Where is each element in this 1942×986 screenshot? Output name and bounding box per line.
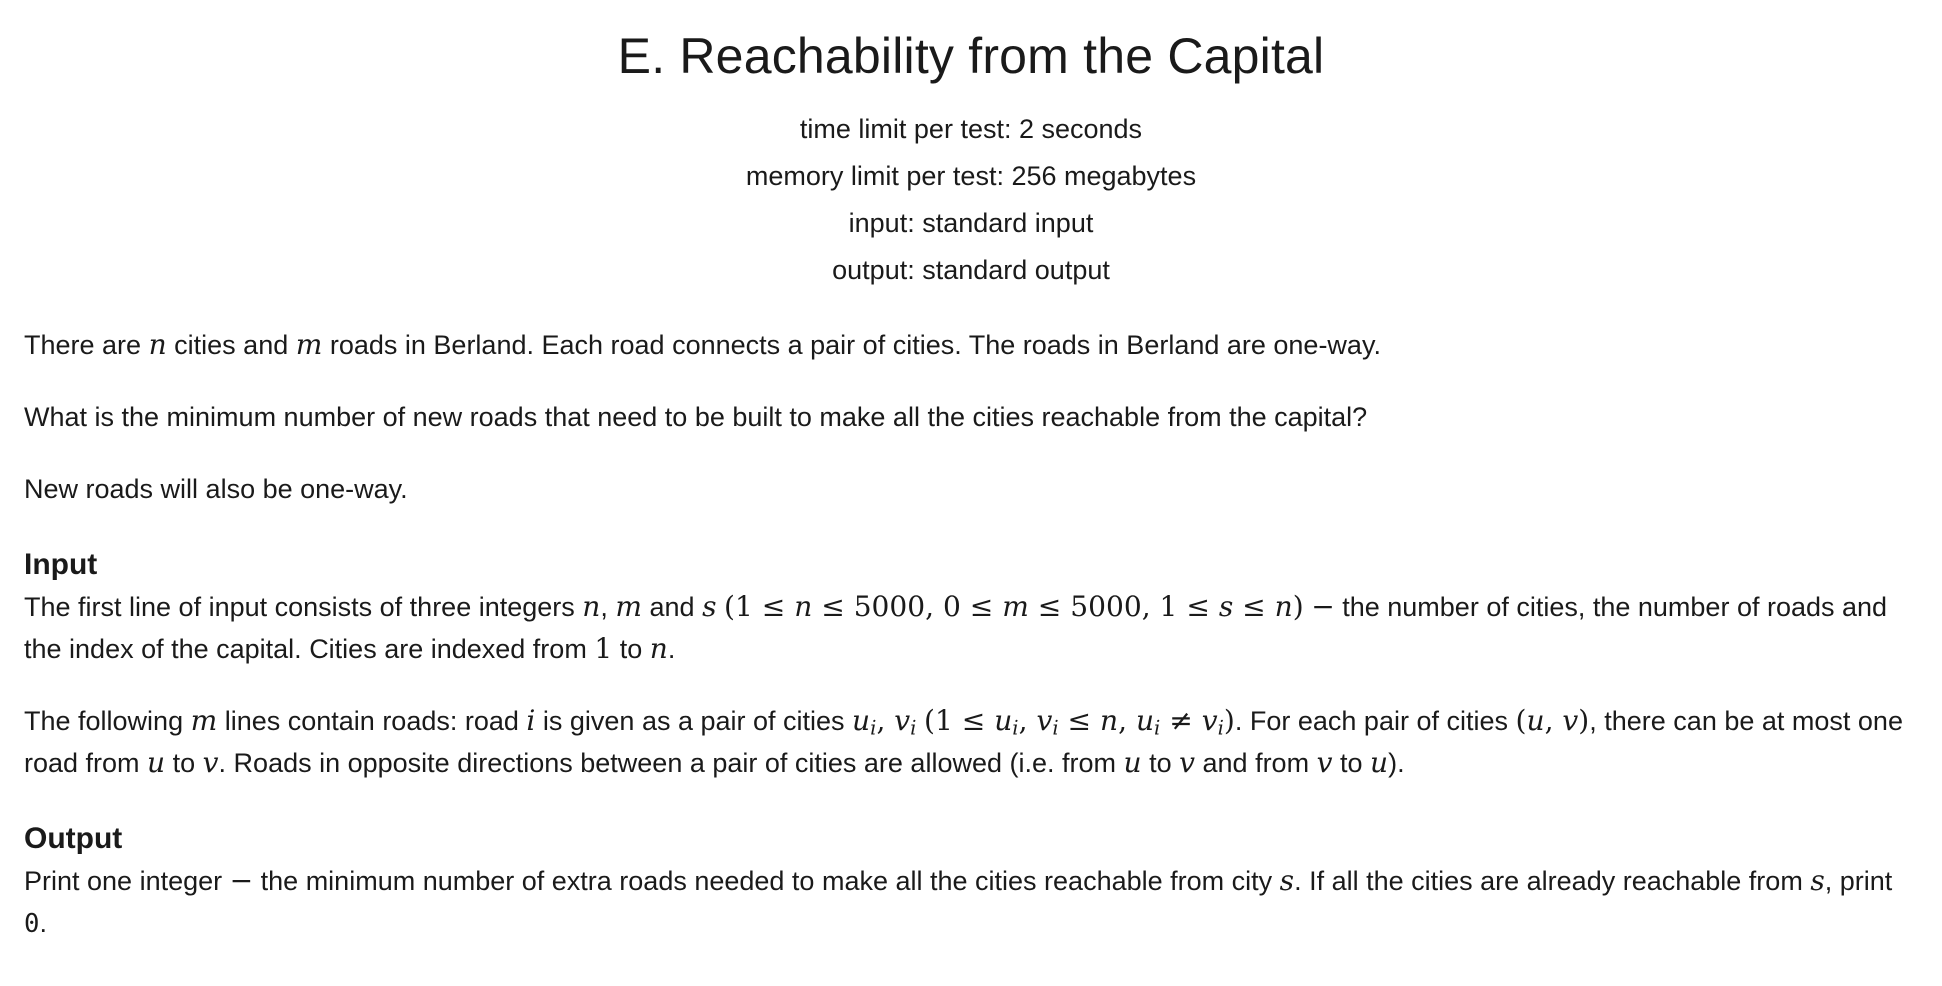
text-segment: cities and [166, 330, 296, 360]
math-segment: , [1018, 704, 1037, 737]
text-segment: , print [1824, 866, 1893, 896]
output-heading: Output [24, 822, 123, 855]
input-spec: input: standard input [848, 208, 1094, 238]
text-segment: the number of cities, the number of roads and the index of the capital. Cities are indexed from [24, 592, 1888, 664]
math-segment: n [1274, 590, 1293, 623]
math-segment: (1 ≤ [724, 590, 795, 623]
math-segment: ) [1223, 704, 1235, 737]
math-segment: ≤ [1233, 590, 1275, 623]
text-segment: . For each pair of cities [1234, 706, 1516, 736]
math-segment: n [582, 590, 601, 623]
text-segment: ). [1388, 748, 1405, 778]
text-segment: . If all the cities are already reachable from [1294, 866, 1811, 896]
text-segment: to [165, 748, 203, 778]
math-segment: 1 [594, 632, 613, 665]
text-segment: , there can be at most one road from [24, 706, 1903, 778]
text-segment: There are [24, 330, 149, 360]
math-segment: $u_i$ [852, 704, 877, 740]
text-segment: the minimum number of extra roads needed to make all the cities reachable from city [253, 866, 1280, 896]
math-segment: $v_i$ [894, 704, 917, 740]
math-segment: s [1218, 590, 1234, 623]
math-segment: − [229, 864, 254, 897]
math-segment: $v_i$ [1201, 704, 1224, 740]
math-segment: u [1526, 704, 1545, 737]
math-segment: s [1279, 864, 1295, 897]
math-segment: n [649, 632, 668, 665]
math-segment: m [615, 590, 643, 623]
text-segment: What is the minimum number of new roads that need to be built to make all the cities reachable from the capital? [24, 402, 1368, 432]
math-segment: m [1002, 590, 1029, 623]
math-segment: (1 ≤ [923, 704, 995, 737]
math-segment: ) [1292, 590, 1304, 623]
math-segment: , [1544, 704, 1563, 737]
math-segment: ( [1515, 704, 1527, 737]
output-paragraph-1 [24, 860, 1918, 945]
math-segment: n [1100, 704, 1119, 737]
math-segment: $v_i$ [1036, 704, 1059, 740]
math-segment: v [1562, 704, 1579, 737]
text-segment: and [642, 592, 703, 622]
math-segment: u [1369, 746, 1389, 779]
math-segment: ≤ [1058, 704, 1100, 737]
time-limit: time limit per test: 2 seconds [799, 114, 1143, 144]
math-segment: , [1118, 704, 1136, 737]
text-segment: to [1141, 748, 1180, 778]
input-paragraph-2 [24, 700, 1918, 784]
text-segment: The following [24, 706, 191, 736]
text-segment: . [39, 908, 47, 938]
math-segment: ) [1578, 704, 1590, 737]
math-segment: v [1179, 746, 1196, 779]
input-paragraph-1 [24, 586, 1918, 670]
text-segment: . Roads in opposite directions between a pair of cities are allowed (i.e. from [218, 748, 1124, 778]
statement-paragraph-2 [24, 396, 1918, 438]
math-segment: n [794, 590, 813, 623]
math-segment: ≤ 5000, 1 ≤ [1028, 590, 1219, 623]
math-segment: u [1123, 746, 1142, 779]
text-segment: to [1332, 748, 1370, 778]
math-segment: n [148, 328, 167, 361]
problem-title: E. Reachability from the Capital [617, 28, 1325, 84]
math-segment: s [702, 590, 717, 623]
memory-limit: memory limit per test: 256 megabytes [745, 161, 1197, 191]
output-spec: output: standard output [832, 255, 1110, 285]
text-segment: . [667, 634, 676, 664]
math-segment: v [202, 746, 219, 779]
math-segment: u [147, 746, 166, 779]
math-segment: , [876, 704, 895, 737]
text-segment: Print one integer [24, 866, 230, 896]
statement-body [24, 324, 1918, 945]
text-segment: The first line of input consists of three integers [24, 592, 583, 622]
text-segment: and from [1195, 748, 1317, 778]
statement-paragraph-3 [24, 468, 1918, 510]
statement-paragraph-1 [24, 324, 1918, 366]
problem-limits [24, 106, 1918, 294]
text-segment [717, 592, 725, 622]
math-segment: m [295, 328, 323, 361]
problem-statement-page [0, 26, 1942, 986]
text-segment: lines contain roads: road [217, 706, 527, 736]
math-segment: $u_i$ [1135, 704, 1161, 740]
math-segment: − [1311, 590, 1335, 623]
math-segment: $u_i$ [994, 704, 1019, 740]
text-segment: 0 [24, 909, 40, 939]
text-segment: , [600, 592, 616, 622]
math-segment: ≤ 5000, 0 ≤ [812, 590, 1003, 623]
input-heading: Input [24, 548, 98, 581]
math-segment: s [1810, 864, 1825, 897]
text-segment: New roads will also be one-way. [24, 474, 408, 504]
text-segment: to [612, 634, 650, 664]
text-segment: is given as a pair of cities [535, 706, 853, 736]
math-segment: ≠ [1160, 704, 1202, 737]
text-segment [916, 706, 924, 736]
math-segment: v [1316, 746, 1333, 779]
math-segment: m [190, 704, 218, 737]
text-segment: roads in Berland. Each road connects a pair of cities. The roads in Berland are one-way. [322, 330, 1381, 360]
math-segment: i [526, 704, 536, 737]
